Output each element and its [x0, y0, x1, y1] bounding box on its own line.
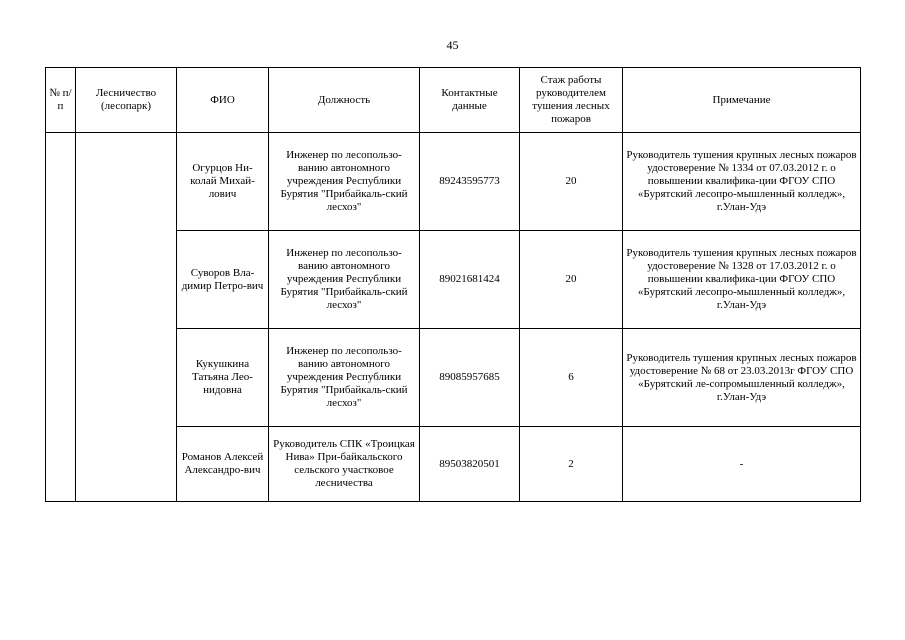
cell-contacts: 89021681424 — [420, 231, 520, 329]
cell-fio: Кукушкина Татьяна Лео-нидовна — [177, 329, 269, 427]
header-num: № п/п — [46, 68, 76, 133]
cell-contacts: 89085957685 — [420, 329, 520, 427]
cell-note: Руководитель тушения крупных лесных пожаров удостоверение № 1328 от 17.03.2012 г. о повышении квалифика-ции ФГОУ СПО «Бурятский лесопро-мышленный колледж», г.Улан-Удэ — [623, 231, 861, 329]
cell-position: Инженер по лесопользо-ванию автономного учреждения Республики Бурятия "Прибайкаль-ский лесхоз" — [269, 133, 420, 231]
cell-note: Руководитель тушения крупных лесных пожаров удостоверение № 1334 от 07.03.2012 г. о повышении квалифика-ции ФГОУ СПО «Бурятский лесопро-мышленный колледж», г.Улан-Удэ — [623, 133, 861, 231]
cell-fio: Огурцов Ни-колай Михай-лович — [177, 133, 269, 231]
forest-fire-managers-table — [45, 67, 861, 502]
cell-position: Руководитель СПК «Троицкая Нива» При-байкальского сельского участковое лесничества — [269, 427, 420, 502]
header-fio: ФИО — [177, 68, 269, 133]
cell-experience: 2 — [520, 427, 623, 502]
header-experience: Стаж работы руководителем тушения лесных пожаров — [520, 68, 623, 133]
header-forestry: Лесничество (лесопарк) — [76, 68, 177, 133]
cell-forestry-merged — [76, 133, 177, 502]
cell-contacts: 89503820501 — [420, 427, 520, 502]
cell-fio: Романов Алексей Александро-вич — [177, 427, 269, 502]
header-contacts: Контактные данные — [420, 68, 520, 133]
cell-position: Инженер по лесопользо-ванию автономного учреждения Республики Бурятия "Прибайкаль-ский лесхоз" — [269, 231, 420, 329]
cell-experience: 20 — [520, 231, 623, 329]
cell-note: - — [623, 427, 861, 502]
table-row — [46, 133, 861, 231]
header-note: Примечание — [623, 68, 861, 133]
cell-position: Инженер по лесопользо-ванию автономного учреждения Республики Бурятия "Прибайкаль-ский лесхоз" — [269, 329, 420, 427]
header-position: Должность — [269, 68, 420, 133]
cell-experience: 6 — [520, 329, 623, 427]
cell-experience: 20 — [520, 133, 623, 231]
cell-note: Руководитель тушения крупных лесных пожаров удостоверение № 68 от 23.03.2013г ФГОУ СПО «Бурятский ле-сопромышленный колледж», г.Улан-Удэ — [623, 329, 861, 427]
cell-contacts: 89243595773 — [420, 133, 520, 231]
cell-fio: Суворов Вла-димир Петро-вич — [177, 231, 269, 329]
page-number: 45 — [446, 38, 459, 52]
cell-num-merged — [46, 133, 76, 502]
table-header-row — [46, 68, 861, 133]
